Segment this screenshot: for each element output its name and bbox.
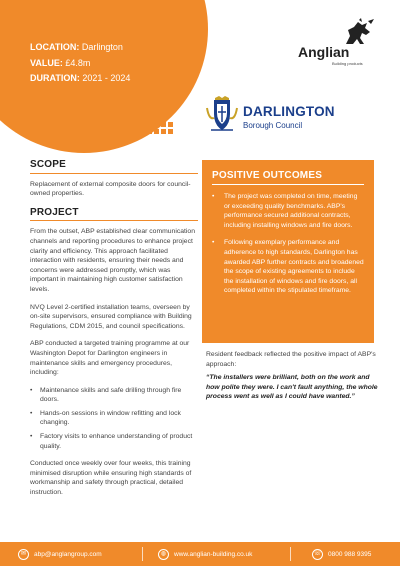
email-text[interactable]: abp@anglangroup.com — [34, 550, 102, 558]
footer-divider — [142, 547, 143, 561]
location-label: LOCATION: — [30, 42, 80, 52]
decorative-dots — [147, 122, 173, 134]
outcomes-list — [212, 192, 364, 296]
project-paragraph: ABP conducted a targeted training programme at our Washington Depot for Darlington engineers in maintenance skills and emergency procedures, including: — [30, 340, 190, 377]
left-column — [30, 160, 198, 506]
anglian-logo — [298, 18, 378, 68]
scope-heading: SCOPE — [30, 160, 198, 174]
resident-quote: “The installers were brilliant, both on the work and how polite they were. I can't fault anything, the whole process went as well as I could have wanted.” — [206, 374, 378, 401]
footer-phone[interactable] — [312, 548, 371, 560]
scope-text: Replacement of external composite doors for council-owned properties. — [30, 180, 191, 198]
project-summary — [30, 40, 130, 87]
project-paragraph: NVQ Level 2-certified installation teams, overseen by on-site supervisors, ensured compliance with Building Regulations, CDM 2015, and council specifications. — [30, 303, 192, 330]
list-item: • The project was completed on time, meeting or exceeding quality benchmarks. ABP's performance secured additional contracts, including installing windows and fire doors. — [212, 192, 364, 230]
footer-email[interactable] — [18, 548, 102, 560]
council-name: DARLINGTON — [243, 104, 335, 119]
project-paragraph: From the outset, ABP established clear communication channels and reporting procedures to enhance project clarity and efficiency. This approach facilitated interaction with residents, ensuring their needs and concerns were addressed promptly, which was important in maintaining high customer satisfaction levels. — [30, 228, 195, 293]
list-item: • Hands-on sessions in window refitting and lock changing. — [30, 409, 198, 428]
value-amount: £4.8m — [65, 57, 91, 68]
duration-label: DURATION: — [30, 73, 80, 83]
outcomes-heading: POSITIVE OUTCOMES — [212, 170, 364, 185]
council-crest-icon — [205, 96, 239, 134]
footer-website[interactable] — [158, 548, 252, 560]
council-subtitle: Borough Council — [243, 121, 303, 130]
project-closing: Conducted once weekly over four weeks, this training minimised disruption while ensuring high standards of workmanship and safety through practical, detailed instruction. — [30, 460, 192, 497]
phone-text[interactable]: 0800 988 9395 — [328, 550, 372, 558]
phone-icon: ☏ — [312, 549, 323, 560]
training-list — [30, 386, 198, 452]
anglian-tagline: Building products — [332, 61, 363, 66]
list-item: • Maintenance skills and safe drilling through fire doors. — [30, 386, 198, 405]
project-heading: PROJECT — [30, 208, 198, 222]
value-label: VALUE: — [30, 57, 63, 68]
globe-icon: ◍ — [158, 549, 169, 560]
duration-row — [30, 71, 130, 87]
list-item: • Factory visits to enhance understanding of product quality. — [30, 432, 198, 451]
footer-divider — [290, 547, 291, 561]
footer-bar — [0, 542, 400, 566]
envelope-icon: ✉ — [18, 549, 29, 560]
location-value: Darlington — [81, 42, 123, 52]
feedback-intro: Resident feedback reflected the positive impact of ABP's approach: — [206, 351, 376, 368]
website-text[interactable]: www.anglian-building.co.uk — [174, 550, 253, 558]
anglian-wordmark: Anglian — [298, 44, 350, 60]
duration-value: 2021 - 2024 — [82, 73, 131, 83]
value-row — [30, 56, 130, 72]
list-item: • Following exemplary performance and adherence to high standards, Darlington has awarded ABP further contracts and broadened the scope of existing agreements to include the installation of windows and fire doors, all completed within the stipulated timeframe. — [212, 238, 364, 296]
location-row — [30, 40, 130, 56]
positive-outcomes-box — [202, 160, 374, 343]
